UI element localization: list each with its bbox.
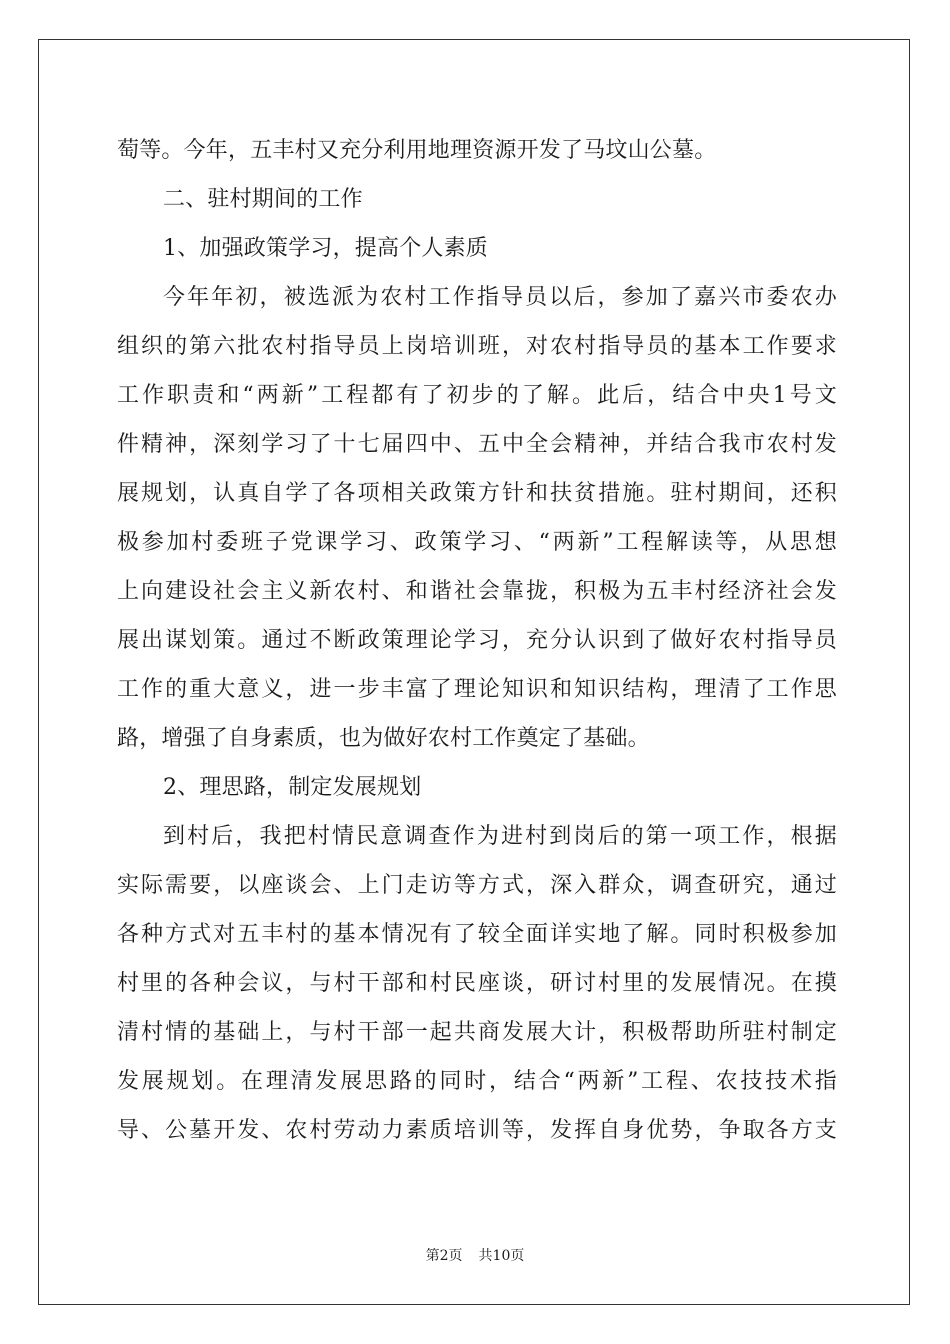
text-line: 展规划，认真自学了各项相关政策方针和扶贫措施。驻村期间，还积 (117, 481, 837, 506)
page-number: 第2页 (425, 1248, 463, 1264)
page-footer (0, 1245, 950, 1265)
text-line: 路，增强了自身素质，也为做好农村工作奠定了基础。 (117, 726, 650, 751)
text-line: 发展规划。在理清发展思路的同时，结合“两新”工程、农技技术指 (117, 1069, 837, 1094)
text-line: 展出谋划策。通过不断政策理论学习，充分认识到了做好农村指导员 (117, 628, 837, 653)
text-line: 村里的各种会议，与村干部和村民座谈，研讨村里的发展情况。在摸 (117, 971, 837, 996)
text-line: 组织的第六批农村指导员上岗培训班，对农村指导员的基本工作要求 (117, 334, 837, 359)
text-line: 到村后，我把村情民意调查作为进村到岗后的第一项工作，根据 (163, 824, 837, 849)
text-line: 各种方式对五丰村的基本情况有了较全面详实地了解。同时积极参加 (117, 922, 837, 947)
text-line: 实际需要，以座谈会、上门走访等方式，深入群众，调查研究，通过 (117, 873, 837, 898)
text-line: 极参加村委班子党课学习、政策学习、“两新”工程解读等，从思想 (117, 530, 837, 555)
text-line: 工作的重大意义，进一步丰富了理论知识和知识结构，理清了工作思 (117, 677, 837, 702)
document-body (117, 126, 837, 1155)
text-line: 件精神，深刻学习了十七届四中、五中全会精神，并结合我市农村发 (117, 432, 837, 457)
text-line: 导、公墓开发、农村劳动力素质培训等，发挥自身优势，争取各方支 (117, 1118, 837, 1143)
text-line: 今年年初，被选派为农村工作指导员以后，参加了嘉兴市委农办 (163, 285, 837, 310)
text-line: 萄等。今年，五丰村又充分利用地理资源开发了马坟山公墓。 (117, 138, 717, 163)
subsection-heading: 2、理思路，制定发展规划 (163, 775, 422, 800)
text-line: 工作职责和“两新”工程都有了初步的了解。此后，结合中央1号文 (117, 383, 837, 408)
text-line: 上向建设社会主义新农村、和谐社会靠拢，积极为五丰村经济社会发 (117, 579, 837, 604)
subsection-heading: 1、加强政策学习，提高个人素质 (163, 236, 488, 261)
page-total: 共10页 (478, 1248, 525, 1264)
text-line: 清村情的基础上，与村干部一起共商发展大计，积极帮助所驻村制定 (117, 1020, 837, 1045)
section-heading: 二、驻村期间的工作 (163, 187, 363, 212)
